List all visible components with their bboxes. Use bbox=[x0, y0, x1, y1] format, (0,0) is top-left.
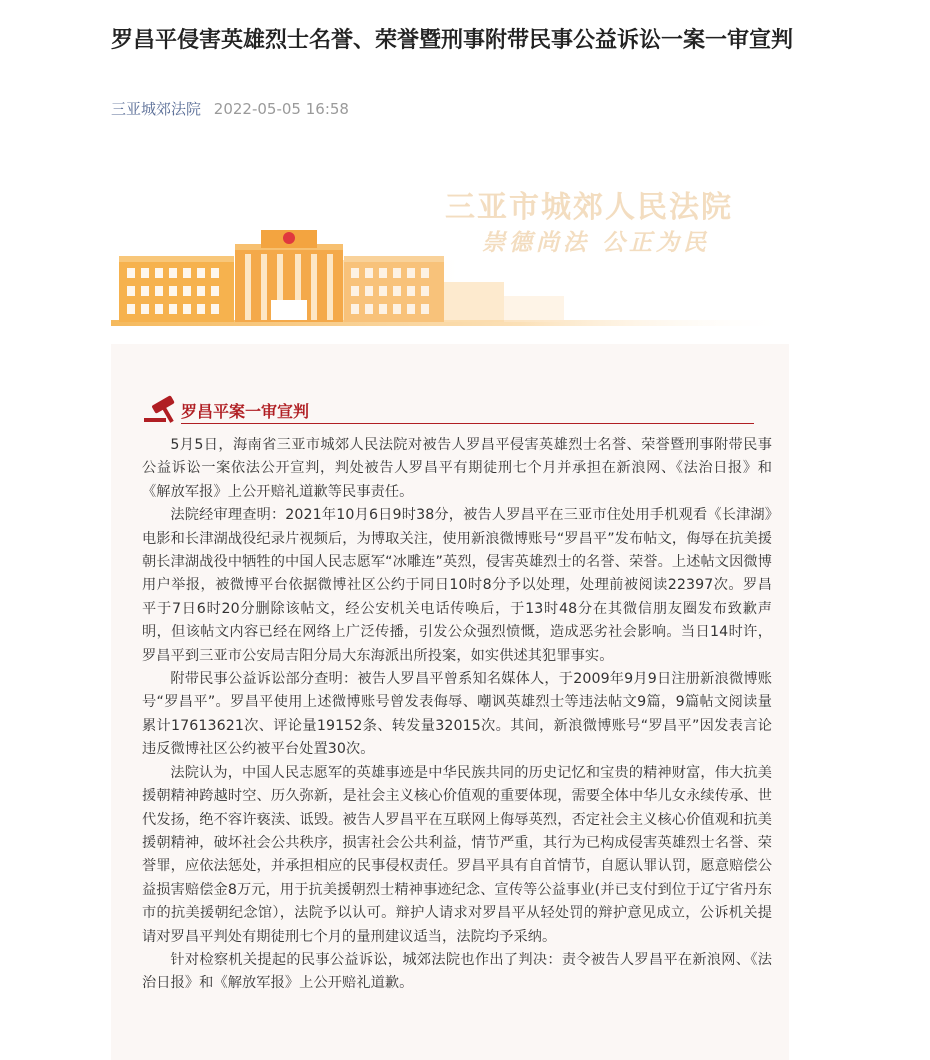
publish-date: 2022-05-05 16:58 bbox=[213, 100, 349, 118]
account-name-link[interactable]: 三亚城郊法院 bbox=[111, 100, 202, 118]
section-title: 罗昌平案一审宣判 bbox=[181, 402, 310, 421]
paragraph: 附带民事公益诉讼部分查明：被告人罗昌平曾系知名媒体人，于2009年9月9日注册新浪微博账号“罗昌平”。罗昌平使用上述微博账号曾发表侮辱、嘲讽英雄烈士等违法帖文9篇，9篇帖文阅读量累计17613621次、评论量19152条、转发量32015次。其间，新浪微博账号“罗昌平”因发表言论违反微博社区公约被平台处置30次。 bbox=[142, 671, 772, 758]
section-divider bbox=[181, 423, 754, 424]
paragraph: 5月5日，海南省三亚市城郊人民法院对被告人罗昌平侵害英雄烈士名誉、荣誉暨刑事附带民事公益诉讼一案依法公开宣判，判处被告人罗昌平有期徒刑七个月并承担在新浪网、《法治日报》和《解放军报》上公开赔礼道歉等民事责任。 bbox=[142, 437, 772, 500]
paragraph: 法院经审理查明：2021年10月6日9时38分，被告人罗昌平在三亚市住处用手机观看《长津湖》电影和长津湖战役纪录片视频后，为博取关注，使用新浪微博账号“罗昌平”发布帖文，侮辱在抗美援朝长津湖战役中牺牲的中国人民志愿军“冰雕连”英烈，侵害英雄烈士的名誉、荣誉。上述帖文因微博用户举报，被微博平台依据微博社区公约于同日10时8分予以处理，处理前被阅读22397次。罗昌平于7日6时20分删除该帖文，经公安机关电话传唤后，于13时48分在其微信朋友圈发布致歉声明，但该帖文内容已经在网络上广泛传播，引发公众强烈愤慨，造成恶劣社会影响。当日14时许，罗昌平到三亚市公安局吉阳分局大东海派出所投案，如实供述其犯罪事实。 bbox=[142, 507, 772, 664]
banner-court-name: 三亚市城郊人民法院 bbox=[445, 190, 733, 225]
article-meta bbox=[111, 98, 349, 119]
paragraph: 针对检察机关提起的民事公益诉讼，城郊法院也作出了判决：责令被告人罗昌平在新浪网、《法治日报》和《解放军报》上公开赔礼道歉。 bbox=[142, 951, 772, 992]
article-title: 罗昌平侵害英雄烈士名誉、荣誉暨刑事附带民事公益诉讼一案一审宣判 bbox=[111, 28, 794, 53]
article-body bbox=[142, 434, 772, 996]
banner-motto: 崇德尚法 公正为民 bbox=[482, 229, 711, 256]
paragraph: 法院认为，中国人民志愿军的英雄事迹是中华民族共同的历史记忆和宝贵的精神财富，伟大抗美援朝精神跨越时空、历久弥新，是社会主义核心价值观的重要体现，需要全体中华儿女永续传承、世代发扬，绝不容许亵渎、诋毁。被告人罗昌平在互联网上侮辱英烈，否定社会主义核心价值观和抗美援朝精神，破坏社会公共秩序，损害社会公共利益，情节严重，其行为已构成侵害英雄烈士名誉、荣誉罪，应依法惩处，并承担相应的民事侵权责任。罗昌平具有自首情节，自愿认罪认罚，愿意赔偿公益损害赔偿金8万元，用于抗美援朝烈士精神事迹纪念、宣传等公益事业(并已支付到位于辽宁省丹东市的抗美援朝纪念馆），法院予以认可。辩护人请求对罗昌平从轻处罚的辩护意见成立，公诉机关提请对罗昌平判处有期徒刑七个月的量刑建议适当，法院均予采纳。 bbox=[142, 764, 772, 945]
